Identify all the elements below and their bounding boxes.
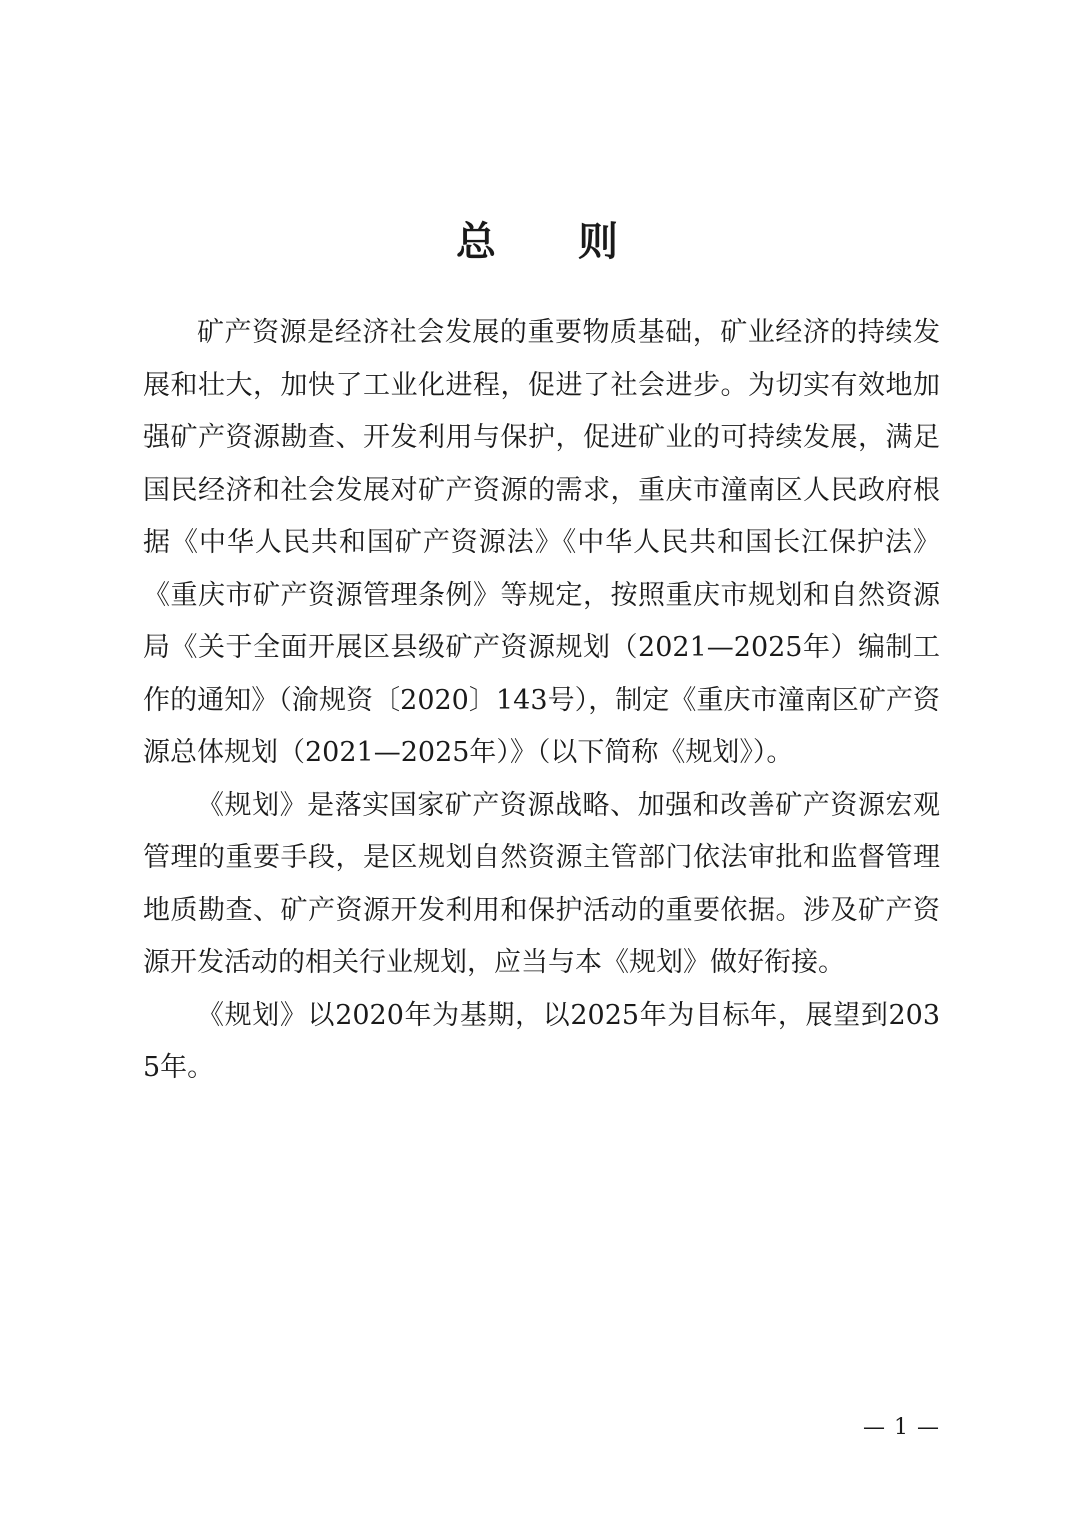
paragraph: 《规划》是落实国家矿产资源战略、加强和改善矿产资源宏观管理的重要手段，是区规划自然资源主管部门依法审批和监督管理地质勘查、矿产资源开发利用和保护活动的重要依据。涉及矿产资源开发活动的相关行业规划，应当与本《规划》做好衔接。 (143, 789, 940, 978)
body-text (143, 307, 940, 1095)
page-number: — 1 — (863, 1415, 940, 1440)
paragraph: 《规划》以2020年为基期，以2025年为目标年，展望到2035年。 (143, 999, 940, 1083)
section-title: 总 则 (456, 218, 652, 265)
paragraph: 矿产资源是经济社会发展的重要物质基础，矿业经济的持续发展和壮大，加快了工业化进程，促进了社会进步。为切实有效地加强矿产资源勘查、开发利用与保护，促进矿业的可持续发展，满足国民经济和社会发展对矿产资源的需求，重庆市潼南区人民政府根据《中华人民共和国矿产资源法》《中华人民共和国长江保护法》《重庆市矿产资源管理条例》等规定，按照重庆市规划和自然资源局《关于全面开展区县级矿产资源规划（2021—2025年）编制工作的通知》（渝规资〔2020〕143号），制定《重庆市潼南区矿产资源总体规划（2021—2025年）》（以下简称《规划》）。 (143, 317, 940, 768)
